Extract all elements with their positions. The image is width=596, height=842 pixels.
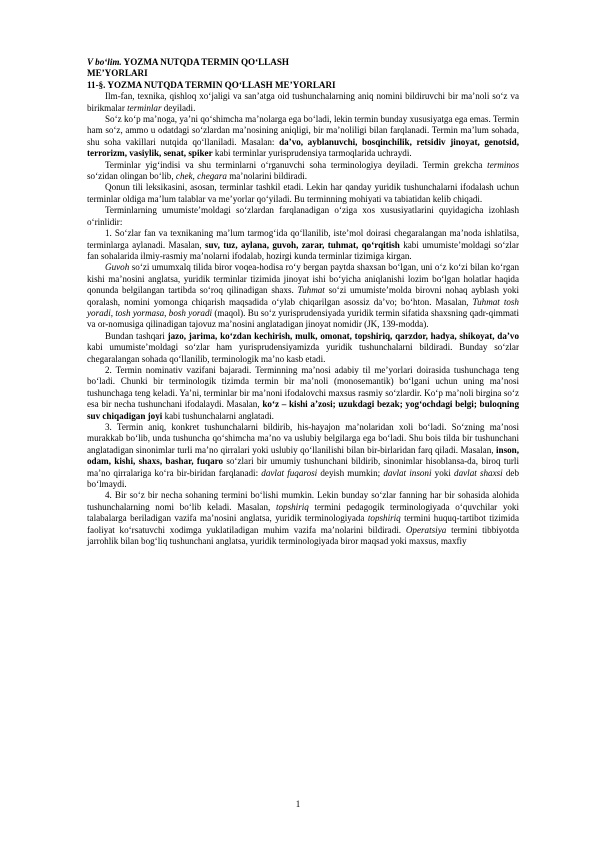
part-title-line2: ME’YORLARI [87,68,148,79]
text-run: 3. Termin aniq, konkret tushunchalarni bildirib, his-hayajon ma’nolaridan xoli bo‘ladi. So‘zning ma’nosi murakkab bo‘lib, unda tushuncha qo‘shimcha ma’no va uslubiy belgilarga ega bo‘ladi. Shu bois tilda bir tushunchani anglatadigan sinonimlar turli ma’no qirralari yoki uslubiy qo‘llanilishi bilan bir-birlaridan farq qiladi. Masalan, [87,422,519,455]
bold-text: suv, tuz, aylana, guvoh, zarar, tuhmat, qo‘rqitish [204,239,400,250]
document-body [87,91,519,547]
paragraph [87,91,519,114]
italic-text: Operatsiya [405,524,447,535]
text-run: termini huquq-tartibot tizimida faoliyat ko‘rsatuvchi xodimga yuklatiladigan muhim vazifa ma’nolarini bildiradi. [87,513,519,535]
text-run: kabi umumiste’moldagi so‘zlar ham yurisprudensiyamizda yuridik tushunchalarni bildiradi. Bunday so‘zlar chegaralangan sohada qo‘llanilib, terminologik ma’no kasb etadi. [87,342,519,364]
text-run: so‘zi umumxalq tilida biror voqea-hodisa ro‘y bergan paytda shaxsan bo‘lgan, uni o‘z ko‘zi bilan ko‘rgan kishi ma’nosini anglatsa, yuridik terminlar tizimida jinoyat ishi bo‘yicha aniqlanishi lozim bo‘lgan holatlar haqida qonunda belgilangan tartibda so‘roq qilinadigan shaxs. [87,262,519,296]
text-run: so‘zidan olingan bo‘lib, [87,171,176,182]
italic-text: davlat shaxsi [454,467,503,478]
page-number: 1 [295,799,301,809]
text-run: kabi tushunchalarni anglatadi. [162,410,274,421]
paragraph [87,262,519,330]
italic-text: Guvoh [105,262,130,273]
bold-text: da’vo, ayblanuvchi, bosqinchilik, retsidiv jinoyat, genotsid, terrorizm, vasiylik, senat, spiker [87,136,519,159]
bold-text: inson, odam, kishi, shaxs, bashar, fuqaro [87,444,519,467]
bold-text: ko‘z – kishi a’zosi; uzukdagi bezak; yog‘ochdagi belgi; buloqning suv chiqadigan joyi [87,399,519,421]
text-run: ma’nolarini bildiradi. [226,171,307,182]
paragraph [87,160,519,183]
text-run: kabi terminlar yurisprudensiya tarmoqlarida uchraydi. [212,148,412,159]
paragraph [87,331,519,365]
italic-text: chek, chegara [175,171,227,182]
text-run: so‘zlari bir umumiy tushunchani bildirib, sinonimlar hisoblansa-da, biroq turli ma’no qirralariga ko‘ra bir-biridan farqlanadi: [87,456,519,478]
paragraph [87,114,519,160]
text-run: deb bo‘lmaydi. [87,467,520,490]
text-run: Ilm-fan, texnika, qishloq xo‘jaligi va san’atga oid tushunchalarning aniq nomini bildiruvchi bir ma’noli so‘z va birikmalar [87,91,519,113]
section-heading: 11-§. YOZMA NUTQDA TERMIN QO‘LLASH ME’YORLARI [87,79,336,90]
paragraph [87,490,519,547]
italic-text: Tuhmat tosh yoradi, tosh yormasa, bosh yoradi [87,296,519,318]
paragraph [87,365,519,422]
italic-text: topshiriq [275,501,309,512]
paragraph [87,228,519,262]
text-run: 1. So‘zlar fan va texnikaning ma’lum tarmog‘ida qo‘llanilib, iste’mol doirasi chegaralangan ma’noda ishlatilsa, terminlarga aylanadi. Masalan, [87,228,519,250]
text-run: (maqol). Bu so‘z yurisprudensiyada yuridik termin sifatida shaxsning qadr-qimmati va or-nomusiga qilinadigan tajovuz ma’nosini anglatadigan jinoyat nomidir (JK, 139-modda). [87,307,519,330]
italic-text: terminlar [127,102,162,113]
text-run: deyish mumkin; [317,467,384,478]
part-label: V bo‘lim. [87,57,122,67]
text-run: Bundan tashqari [105,330,168,341]
paragraph [87,182,519,205]
text-run: kabi umumiste’moldagi so‘zlar fan sohalarida ilmiy-rasmiy ma’nolarni ifodalab, hozirgi kunda terminlar tizimiga kirgan. [87,239,519,261]
italic-text: davlat insoni [383,467,432,478]
italic-text: topshiriq [367,513,401,524]
text-run: so‘zi umumiste’molda birovni nohaq ayblash yoki qoralash, nomini yomonga chiqarish maqsadida o‘ylab chiqarilgan asossiz da’vo; bo‘hton. Masalan, [87,285,519,307]
part-title: YOZMA NUTQDA TERMIN QO‘LLASH [121,57,289,67]
text-run: So‘z ko‘p ma’noga, ya’ni qo‘shimcha ma’nolarga ega bo‘ladi, lekin termin bunday xususiyatga ega emas. Termin ham so‘z, ammo u odatdagi so‘zlardan ma’nosining aniqligi, bir ma’noliligi bilan farqlanadi. Termin ma’lum sohada, shu soha vakillari nutqida qo‘llaniladi. Masalan: [87,114,519,147]
text-run: termini tibbiyotda jarrohlik bilan bog‘liq tushunchani anglatsa, yuridik terminologiyada biror maqsad yoki maxsus, maxfiy [87,524,519,547]
bold-text: jazo, jarima, ko‘zdan kechirish, mulk, omonat, topshiriq, qarzdor, hadya, shikoyat, da’vo [167,330,520,341]
part-heading [87,57,519,80]
italic-text: terminos [487,159,519,170]
text-run: 2. Termin nominativ vazifani bajaradi. Terminning ma’nosi adabiy til me’yorlari doirasida tushunchaga teng bo‘ladi. Chunki bir terminologik tizimda termin bir ma’noli (monosemantik) bo‘lgani uchun uning ma’nosi tushunchaga teng keladi. Ya’ni, terminlar bir ma’noni ifodalovchi maxsus rasmiy so‘zlardir. Ko‘p ma’noli birgina so‘z esa bir necha tushunchani ifodalaydi. Masalan, [87,364,519,410]
italic-text: davlat fuqarosi [261,467,318,478]
paragraph [87,422,519,490]
text-run: deyiladi. [161,102,196,113]
text-run: Terminlar yig‘indisi va shu terminlarni o‘rganuvchi soha terminologiya deyiladi. Termin grekcha [105,159,488,170]
text-run: yoki [431,467,455,478]
text-run: Qonun tili leksikasini, asosan, terminlar tashkil etadi. Lekin har qanday yuridik tushunchalarni ifodalash uchun terminlar oldiga ma’lum talablar va me’yorlar qo‘yiladi. Bu terminning mohiyati va tabiatidan kelib chiqadi. [87,182,519,204]
paragraph [87,205,519,228]
text-run: Terminlarning umumiste’moldagi so‘zlardan farqlanadigan o‘ziga xos xususiyatlarini quyidagicha izohlash o‘rinlidir: [87,205,519,227]
italic-text: Tuhmat [297,285,325,296]
text-run: 4. Bir so‘z bir necha sohaning termini bo‘lishi mumkin. Lekin bunday so‘zlar fanning har bir sohasida alohida tushunchalarning nomi bo‘lib keladi. Masalan, [87,490,519,512]
text-run: termini pedagogik terminologiyada o‘quvchilar yoki talabalarga beriladigan vazifa ma’nosini anglatsa, yuridik terminologiyada [87,501,519,524]
